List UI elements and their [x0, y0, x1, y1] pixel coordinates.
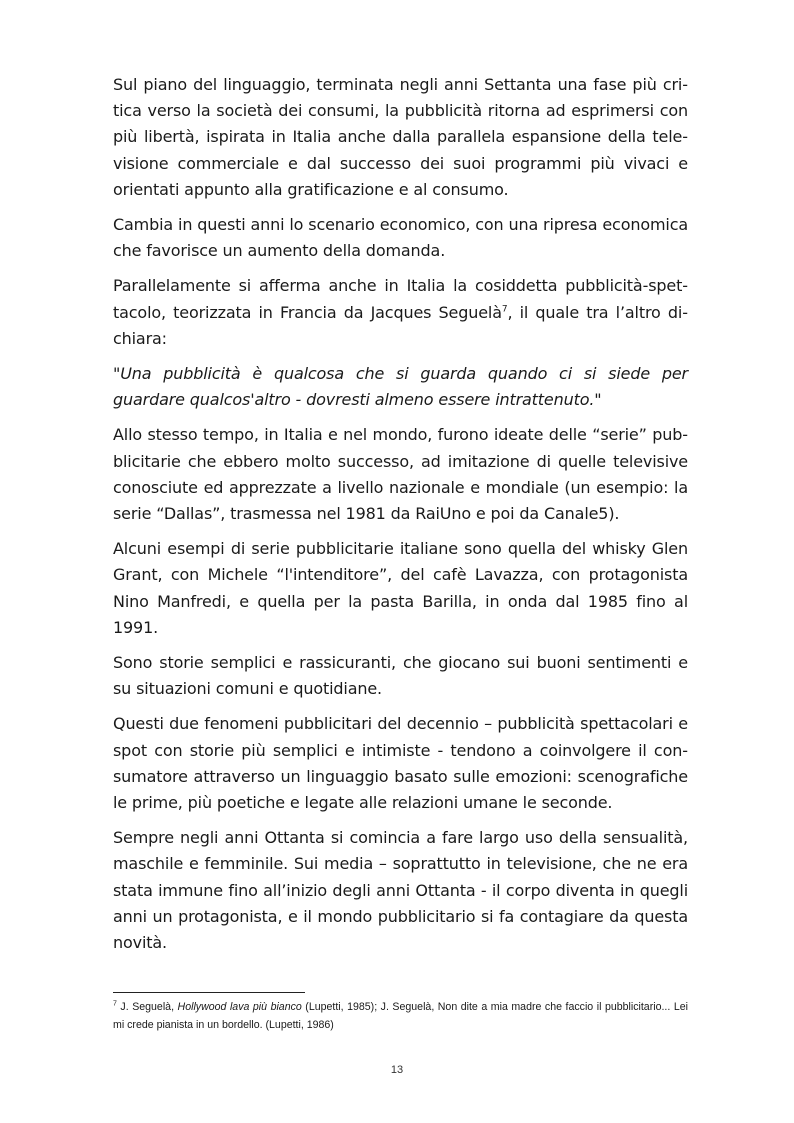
quotation: "Una pubblicità è qualcosa che si guarda quando ci si siede per guardare qualcos'altro - dovresti almeno essere intrattenuto.": [113, 364, 688, 410]
page-number: 13: [390, 1064, 404, 1076]
paragraph-seguela: [113, 273, 688, 352]
footnote: [113, 998, 688, 1034]
body-text: [113, 72, 688, 965]
paragraph-language: Sul piano del linguaggio, terminata negli anni Settanta una fase più critica verso la società dei consumi, la pubblicità ritorna ad esprimersi con più libertà, ispirata in Italia anche dalla parallela espansione della televisione commerciale e dal successo dei suoi programmi più vivaci e orientati appunto alla gratificazione e al consumo.: [113, 75, 688, 199]
paragraph-examples: Alcuni esempi di serie pubblicitarie italiane sono quella del whisky Glen Grant, con Michele “l'intenditore”, del cafè Lavazza, con protagonista Nino Manfredi, e quella per la pasta Barilla, in onda dal 1985 fino al 1991.: [113, 539, 688, 637]
footnote-text-start: J. Seguelà,: [116, 1001, 178, 1013]
paragraph-series: Allo stesso tempo, in Italia e nel mondo, furono ideate delle “serie” pubblicitarie che ebbero molto successo, ad imitazione di quelle televisive conosciute ed apprezzate a livello nazionale e mondiale (un esempio: la serie “Dallas”, trasmessa nel 1981 da RaiUno e poi da Canale5).: [113, 425, 688, 524]
paragraph-seguela-text: Parallelamente si afferma anche in Italia la cosiddetta pubblicità-spettacolo, teorizzata in Francia da Jacques Seguelà: [113, 276, 688, 322]
paragraph-phenomena: Questi due fenomeni pubblicitari del decennio – pubblicità spettacolari e spot con storie più semplici e intimiste - tendono a coinvolgere il consumatore attraverso un linguaggio basato sulle emozioni: scenografiche le prime, più poetiche e legate alle relazioni umane le seconde.: [113, 714, 688, 813]
footnote-reference[interactable]: 7: [501, 304, 508, 315]
paragraph-sensuality: Sempre negli anni Ottanta si comincia a fare largo uso della sensualità, maschile e femminile. Sui media – soprattutto in televisione, che ne era stata immune fino all’inizio degli anni Ottanta - il corpo diventa in quegli anni un protagonista, e il mondo pubblicitario si fa contagiare da questa novità.: [113, 828, 688, 953]
footnote-number: 7: [113, 1000, 117, 1008]
footnote-divider: [113, 992, 305, 993]
paragraph-economy: Cambia in questi anni lo scenario economico, con una ripresa economica che favorisce un aumento della domanda.: [113, 215, 688, 261]
paragraph-stories: Sono storie semplici e rassicuranti, che giocano sui buoni sentimenti e su situazioni comuni e quotidiane.: [113, 653, 688, 699]
footnote-title: Hollywood lava più bianco: [177, 1001, 302, 1013]
paragraph-seguela-text-end: , il quale tra l’altro dichiara:: [113, 302, 688, 348]
footnote-text-end: (Lupetti, 1985); J. Seguelà, Non dite a mia madre che faccio il pubblicitario... Lei mi crede pianista in un bordello. (Lupetti, 1986): [113, 1001, 688, 1031]
